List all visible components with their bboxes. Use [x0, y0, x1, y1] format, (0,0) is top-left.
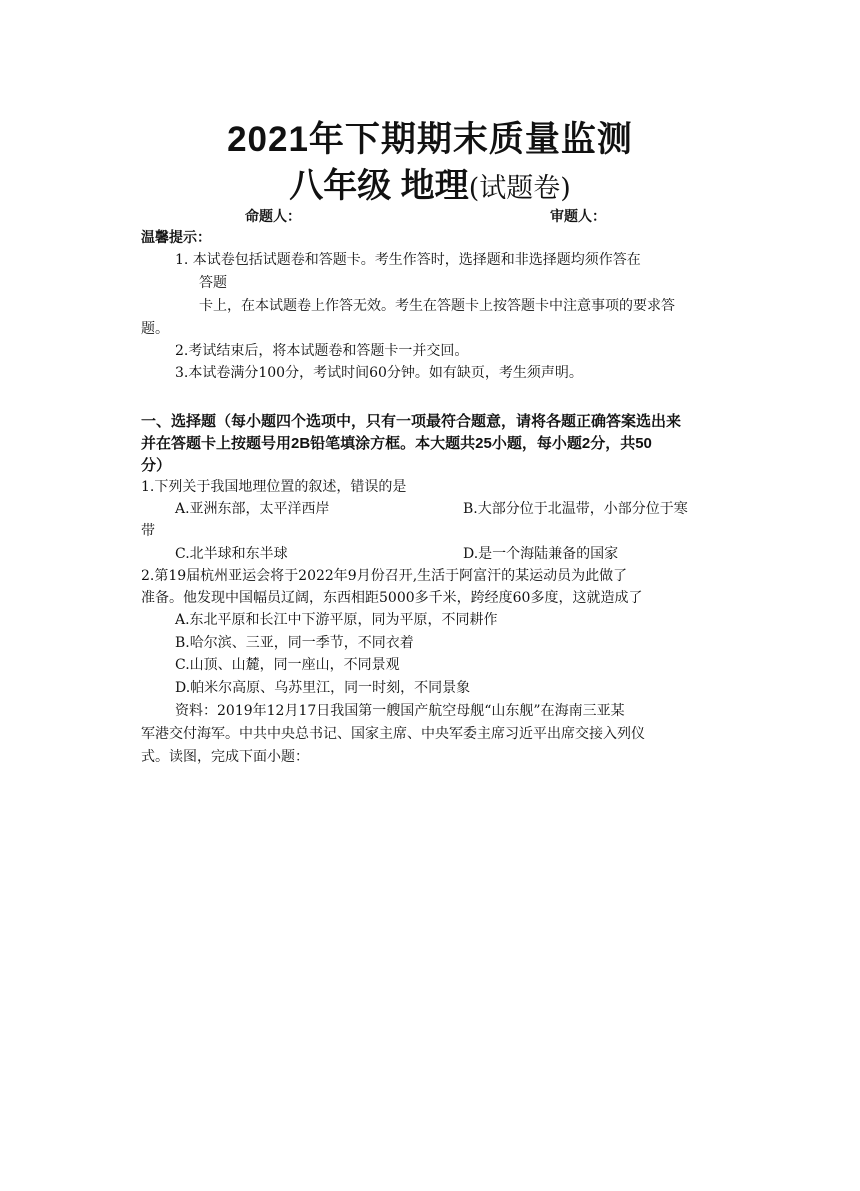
material-line-1: 资料：2019年12月17日我国第一艘国产航空母舰“山东舰”在海南三亚某 — [175, 703, 625, 719]
material-line-3: 式。读图，完成下面小题： — [141, 749, 309, 765]
tip-3: 3.本试卷满分100分，考试时间60分钟。如有缺页，考生须声明。 — [175, 365, 583, 381]
q2-option-c: C.山顶、山麓，同一座山，不同景观 — [175, 657, 400, 673]
q1-option-a: A.亚洲东部，太平洋西岸 — [175, 501, 330, 517]
tips-title: 温馨提示： — [141, 229, 211, 245]
q1-option-d: D.是一个海陆兼备的国家 — [463, 546, 619, 562]
section-1-heading-line-2: 并在答题卡上按题号用2B铅笔填涂方框。本大题共25小题，每小题2分，共50 — [141, 435, 652, 452]
setter-label: 命题人： — [245, 208, 301, 224]
paper-type: (试题卷) — [468, 173, 571, 204]
q1-option-b: B.大部分位于北温带，小部分位于寒 — [463, 501, 688, 517]
tip-1-line-1: 1. 本试卷包括试题卷和答题卡。考生作答时，选择题和非选择题均须作答在 — [175, 252, 641, 268]
tip-2: 2.考试结束后，将本试题卷和答题卡一并交回。 — [175, 343, 469, 359]
reviewer-label: 审题人： — [550, 208, 606, 224]
q2-option-a: A.东北平原和长江中下游平原，同为平原，不同耕作 — [175, 612, 498, 628]
q2-stem-line-1: 2.第19届杭州亚运会将于2022年9月份召开,生活于阿富汗的某运动员为此做了 — [141, 568, 628, 584]
section-1-heading-line-1: 一、选择题（每小题四个选项中，只有一项最符合题意，请将各题正确答案选出来 — [141, 413, 682, 430]
material-line-2: 军港交付海军。中共中央总书记、国家主席、中央军委主席习近平出席交接入列仪 — [141, 726, 645, 742]
q1-option-b-wrap: 带 — [141, 523, 155, 539]
subject-title: 八年级 地理 — [289, 167, 469, 205]
q2-option-d: D.帕米尔高原、乌苏里江，同一时刻，不同景象 — [175, 680, 471, 696]
section-1-heading-line-3: 分） — [141, 457, 172, 474]
exam-subtitle — [0, 158, 860, 207]
tip-1-line-4: 题。 — [141, 321, 169, 337]
exam-title: 2021年下期期末质量监测 — [227, 120, 633, 159]
q1-option-c: C.北半球和东半球 — [175, 546, 288, 562]
q1-stem: 1.下列关于我国地理位置的叙述，错误的是 — [141, 479, 407, 495]
tip-1-line-2: 答题 — [199, 275, 227, 291]
q2-option-b: B.哈尔滨、三亚，同一季节，不同衣着 — [175, 635, 414, 651]
tip-1-line-3: 卡上，在本试题卷上作答无效。考生在答题卡上按答题卡中注意事项的要求答 — [199, 298, 675, 314]
q2-stem-line-2: 准备。他发现中国幅员辽阔，东西相距5000多千米，跨经度60多度，这就造成了 — [141, 590, 643, 606]
